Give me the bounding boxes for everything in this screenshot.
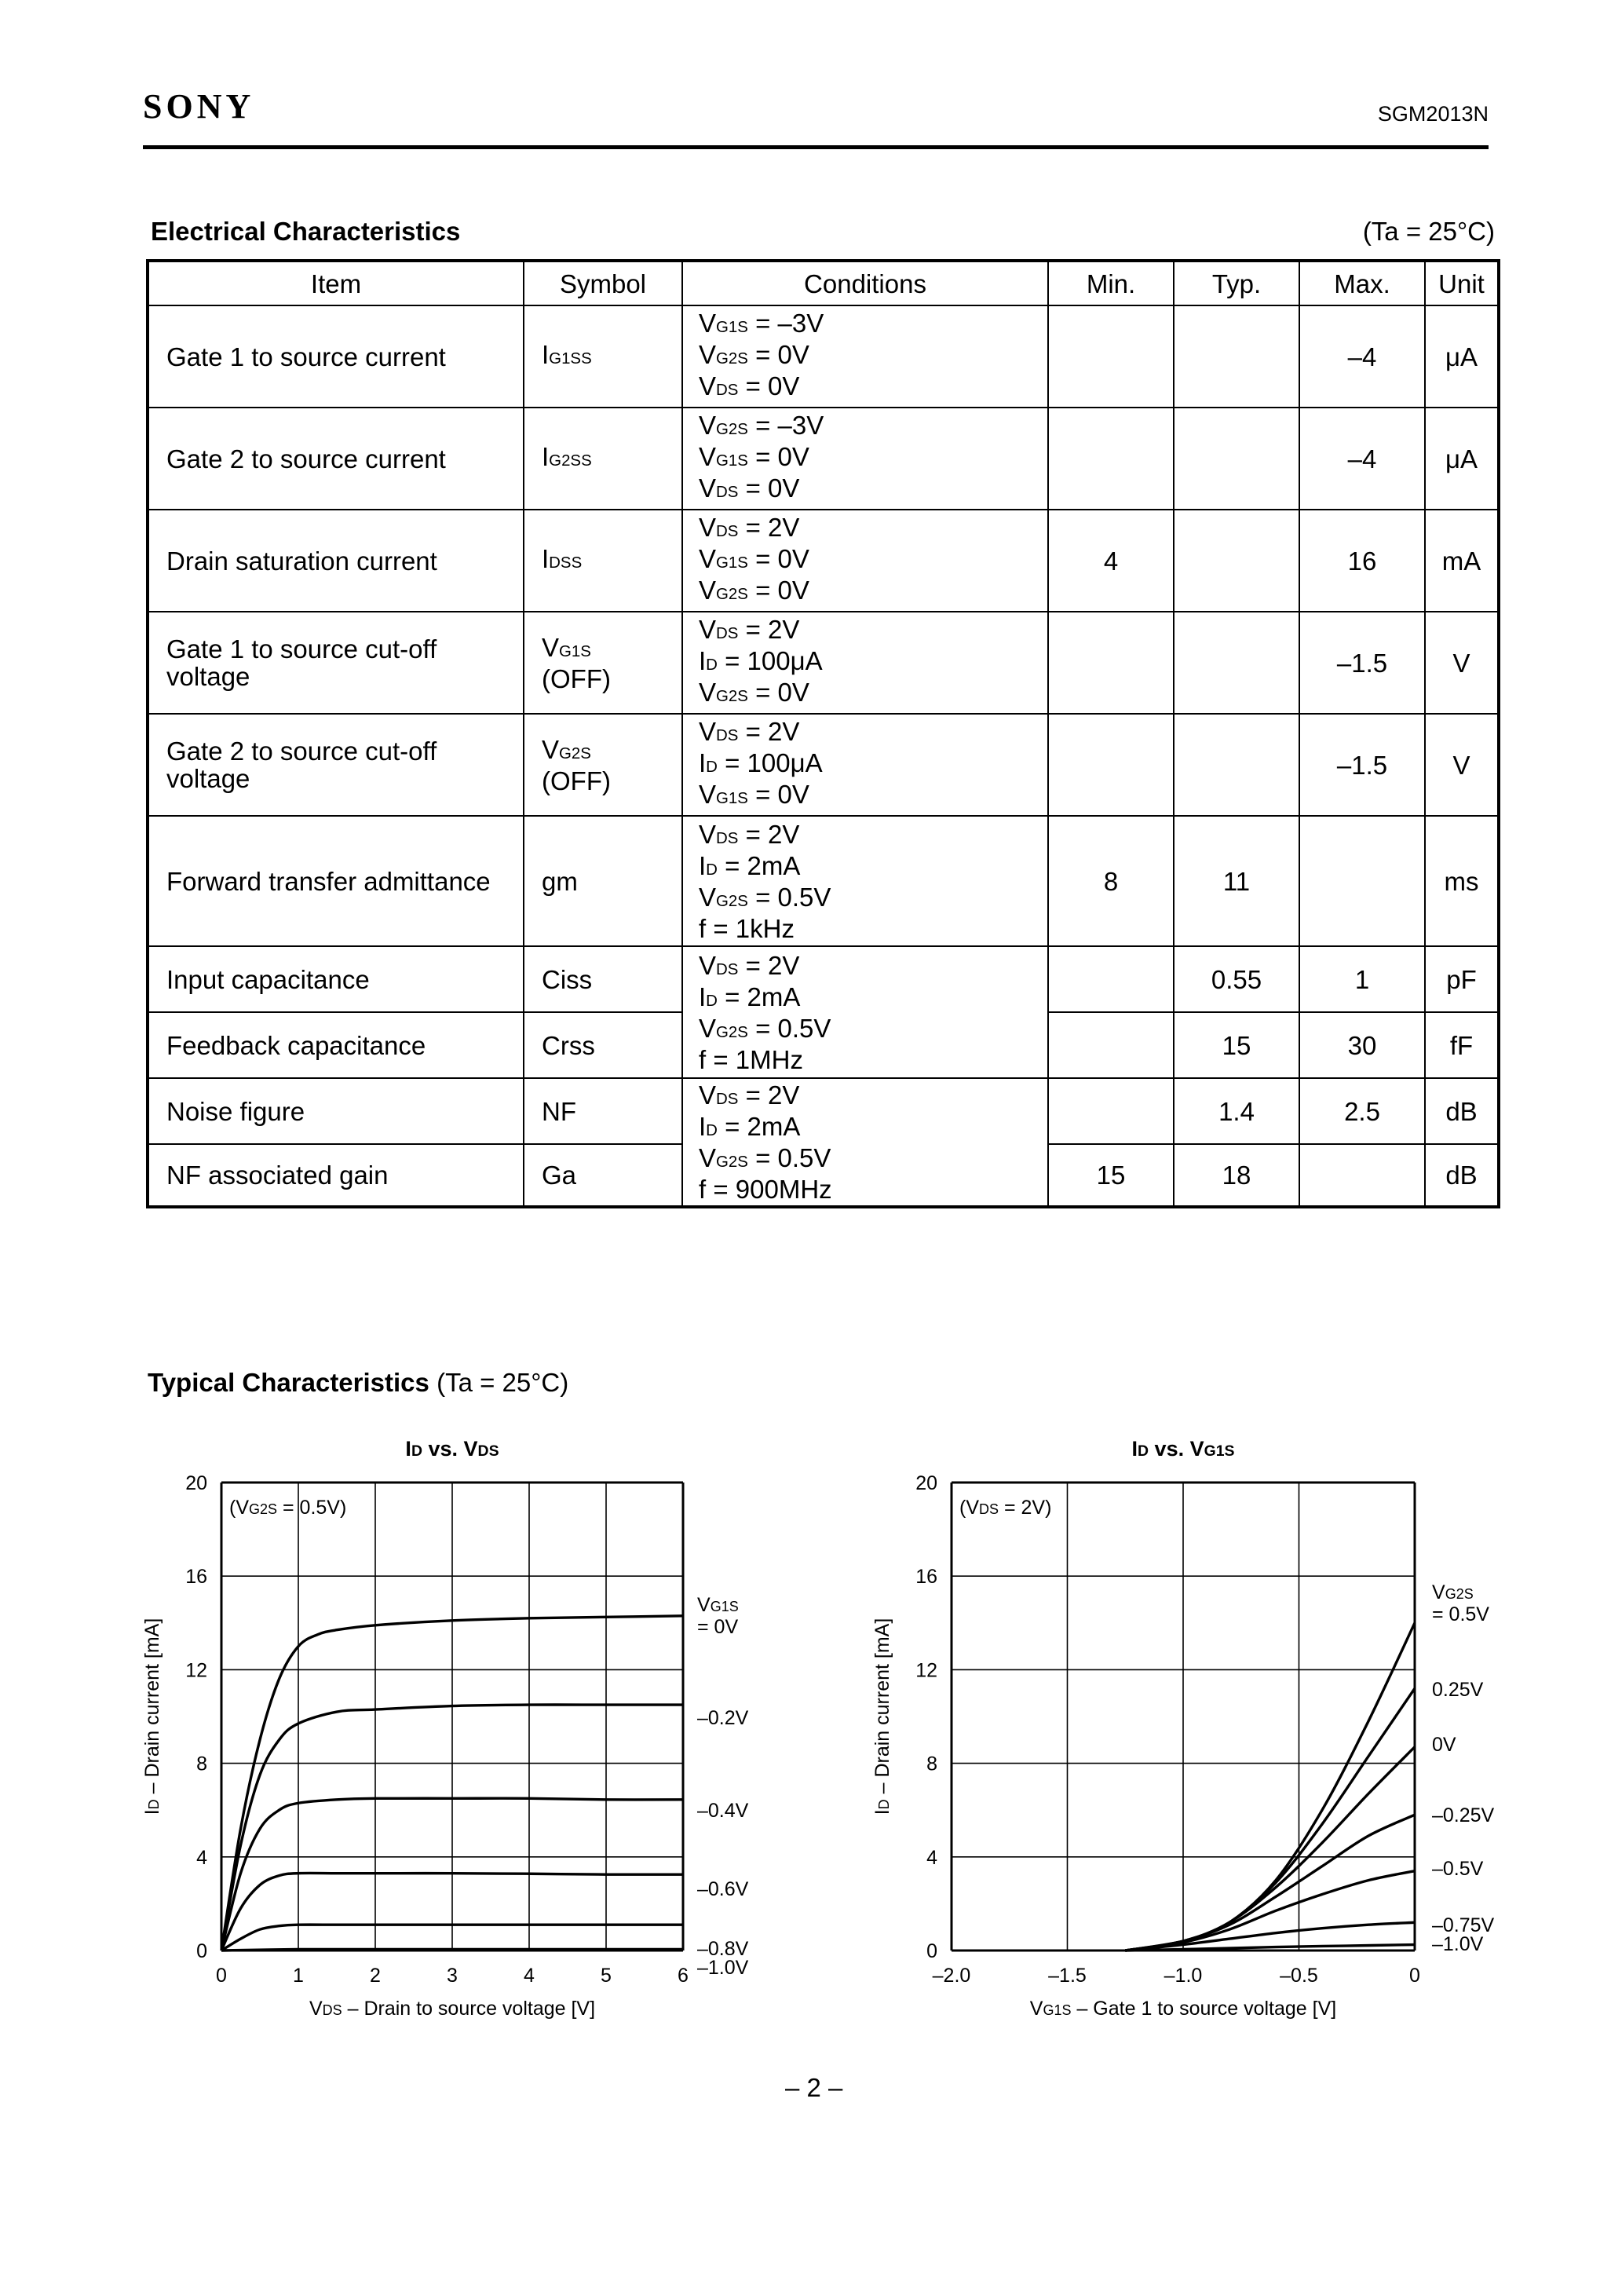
part-number: SGM2013N	[1377, 102, 1489, 126]
cell-typ	[1174, 408, 1299, 510]
x-tick-label: 1	[293, 1965, 304, 1987]
legend-label: –0.2V	[697, 1707, 749, 1729]
cell-min: 15	[1048, 1144, 1174, 1207]
cell-unit: V	[1425, 714, 1499, 816]
cell-unit: ms	[1425, 816, 1499, 946]
cell-unit: pF	[1425, 946, 1499, 1012]
series-line	[1125, 1871, 1415, 1951]
cell-conditions: VG1S = –3V VG2S = 0V VDS = 0V	[682, 305, 1048, 408]
cell-unit: μA	[1425, 305, 1499, 408]
cell-unit: μA	[1425, 408, 1499, 510]
cell-unit: dB	[1425, 1078, 1499, 1144]
cell-max: 1	[1299, 946, 1425, 1012]
y-tick-label: 8	[196, 1753, 207, 1775]
cell-symbol: IG1SS	[524, 305, 682, 408]
cell-min	[1048, 946, 1174, 1012]
cell-max	[1299, 1144, 1425, 1207]
cell-typ	[1174, 612, 1299, 714]
x-tick-label: –1.5	[1048, 1965, 1087, 1987]
series-line	[1125, 1688, 1415, 1951]
legend-label: –0.25V	[1432, 1804, 1495, 1826]
chart-id-vs-vds	[118, 1429, 801, 2026]
sony-logo: SONY	[143, 87, 255, 126]
column-header: Typ.	[1174, 261, 1299, 305]
cell-typ	[1174, 510, 1299, 612]
y-tick-label: 4	[926, 1846, 937, 1869]
x-tick-label: 2	[370, 1965, 381, 1987]
legend-label: = 0.5V	[1432, 1603, 1489, 1625]
cell-max: –1.5	[1299, 714, 1425, 816]
column-header: Min.	[1048, 261, 1174, 305]
cell-item: Input capacitance	[148, 946, 524, 1012]
legend-label: –0.4V	[697, 1800, 749, 1822]
series-line	[221, 1949, 683, 1951]
legend-label: –0.6V	[697, 1878, 749, 1900]
cell-min	[1048, 714, 1174, 816]
cell-unit: V	[1425, 612, 1499, 714]
cell-typ	[1174, 305, 1299, 408]
y-tick-label: 16	[915, 1566, 937, 1589]
cell-unit: mA	[1425, 510, 1499, 612]
legend-label: = 0V	[697, 1616, 739, 1638]
cell-min	[1048, 305, 1174, 408]
x-axis-label: VDS – Drain to source voltage [V]	[309, 1998, 596, 2020]
cell-conditions: VG2S = –3V VG1S = 0V VDS = 0V	[682, 408, 1048, 510]
table-row	[148, 510, 1499, 612]
cell-min	[1048, 408, 1174, 510]
cell-item: Gate 2 to source current	[148, 408, 524, 510]
page-number: – 2 –	[785, 2073, 843, 2102]
table-row	[148, 305, 1499, 408]
cell-max: –4	[1299, 408, 1425, 510]
cell-item: Forward transfer admittance	[148, 816, 524, 946]
table-row	[148, 714, 1499, 816]
chart-annotation: (VDS = 2V)	[959, 1497, 1052, 1519]
legend-title: VG2S	[1432, 1581, 1474, 1603]
legend-label: 0V	[1432, 1734, 1456, 1756]
legend-label: –0.75V	[1432, 1914, 1495, 1936]
x-tick-label: 6	[678, 1965, 689, 1987]
cell-item: NF associated gain	[148, 1144, 524, 1207]
y-tick-label: 16	[185, 1566, 207, 1589]
chart-title: ID vs. VG1S	[1131, 1437, 1235, 1461]
legend-label: –1.0V	[1432, 1933, 1484, 1955]
x-tick-label: –1.0	[1164, 1965, 1203, 1987]
y-tick-label: 8	[926, 1753, 937, 1775]
cell-unit: fF	[1425, 1012, 1499, 1078]
cell-conditions: VDS = 2V VG1S = 0V VG2S = 0V	[682, 510, 1048, 612]
cell-item: Noise figure	[148, 1078, 524, 1144]
x-tick-label: 0	[1409, 1965, 1420, 1987]
legend-label: –0.8V	[697, 1938, 749, 1960]
x-tick-label: 5	[601, 1965, 612, 1987]
electrical-characteristics-table	[146, 259, 1500, 1208]
cell-typ	[1174, 714, 1299, 816]
cell-min	[1048, 612, 1174, 714]
table-row	[148, 946, 1499, 1012]
table-row	[148, 816, 1499, 946]
series-line	[1125, 1815, 1415, 1951]
chart-annotation: (VG2S = 0.5V)	[229, 1497, 347, 1519]
column-header: Symbol	[524, 261, 682, 305]
legend-label: 0.25V	[1432, 1679, 1484, 1701]
y-tick-label: 20	[915, 1472, 937, 1494]
cell-max: 2.5	[1299, 1078, 1425, 1144]
cell-max: 16	[1299, 510, 1425, 612]
y-axis-label: ID – Drain current [mA]	[141, 1618, 163, 1815]
y-tick-label: 4	[196, 1846, 207, 1869]
cell-item: Gate 1 to source current	[148, 305, 524, 408]
y-tick-label: 20	[185, 1472, 207, 1494]
x-tick-label: 0	[216, 1965, 227, 1987]
y-axis-label: ID – Drain current [mA]	[871, 1618, 893, 1815]
table-header-row	[148, 261, 1499, 305]
cell-item: Gate 2 to source cut-off voltage	[148, 714, 524, 816]
cell-item: Drain saturation current	[148, 510, 524, 612]
cell-max: 30	[1299, 1012, 1425, 1078]
chart-id-vs-vg1s	[848, 1429, 1547, 2026]
column-header: Max.	[1299, 261, 1425, 305]
table-row	[148, 408, 1499, 510]
series-line	[1125, 1747, 1415, 1951]
cell-max: –4	[1299, 305, 1425, 408]
y-tick-label: 12	[185, 1659, 207, 1682]
x-tick-label: –0.5	[1280, 1965, 1318, 1987]
cell-typ: 11	[1174, 816, 1299, 946]
legend-title: VG1S	[697, 1594, 739, 1616]
legend-label: –0.5V	[1432, 1858, 1484, 1880]
cell-symbol: VG2S (OFF)	[524, 714, 682, 816]
typical-characteristics-title: Typical Characteristics (Ta = 25°C)	[148, 1368, 569, 1397]
cell-typ: 1.4	[1174, 1078, 1299, 1144]
column-header: Item	[148, 261, 524, 305]
cell-max	[1299, 816, 1425, 946]
y-tick-label: 0	[926, 1940, 937, 1962]
x-tick-label: –2.0	[932, 1965, 971, 1987]
cell-conditions: VDS = 2V ID = 100μA VG1S = 0V	[682, 714, 1048, 816]
cell-symbol: Ciss	[524, 946, 682, 1012]
x-tick-label: 3	[447, 1965, 458, 1987]
table-row	[148, 1078, 1499, 1144]
electrical-ambient-condition: (Ta = 25°C)	[1362, 217, 1495, 246]
cell-min	[1048, 1078, 1174, 1144]
chart-title: ID vs. VDS	[405, 1437, 499, 1461]
cell-symbol: IDSS	[524, 510, 682, 612]
cell-typ: 0.55	[1174, 946, 1299, 1012]
cell-symbol: VG1S (OFF)	[524, 612, 682, 714]
electrical-characteristics-title: Electrical Characteristics	[151, 217, 461, 246]
cell-min	[1048, 1012, 1174, 1078]
cell-symbol: gm	[524, 816, 682, 946]
cell-conditions: VDS = 2V ID = 2mA VG2S = 0.5V f = 1MHz	[682, 946, 1048, 1078]
cell-typ: 18	[1174, 1144, 1299, 1207]
cell-symbol: NF	[524, 1078, 682, 1144]
x-axis-label: VG1S – Gate 1 to source voltage [V]	[1029, 1998, 1337, 2020]
cell-symbol: Crss	[524, 1012, 682, 1078]
cell-conditions: VDS = 2V ID = 2mA VG2S = 0.5V f = 900MHz	[682, 1078, 1048, 1207]
table-row	[148, 612, 1499, 714]
cell-conditions: VDS = 2V ID = 100μA VG2S = 0V	[682, 612, 1048, 714]
x-tick-label: 4	[524, 1965, 535, 1987]
cell-max: –1.5	[1299, 612, 1425, 714]
cell-conditions: VDS = 2V ID = 2mA VG2S = 0.5V f = 1kHz	[682, 816, 1048, 946]
cell-item: Gate 1 to source cut-off voltage	[148, 612, 524, 714]
cell-min: 8	[1048, 816, 1174, 946]
cell-symbol: Ga	[524, 1144, 682, 1207]
cell-unit: dB	[1425, 1144, 1499, 1207]
y-tick-label: 0	[196, 1940, 207, 1962]
cell-symbol: IG2SS	[524, 408, 682, 510]
legend-label: –1.0V	[697, 1957, 749, 1979]
cell-min: 4	[1048, 510, 1174, 612]
y-tick-label: 12	[915, 1659, 937, 1682]
header-rule	[143, 145, 1489, 149]
cell-typ: 15	[1174, 1012, 1299, 1078]
column-header: Unit	[1425, 261, 1499, 305]
cell-item: Feedback capacitance	[148, 1012, 524, 1078]
column-header: Conditions	[682, 261, 1048, 305]
